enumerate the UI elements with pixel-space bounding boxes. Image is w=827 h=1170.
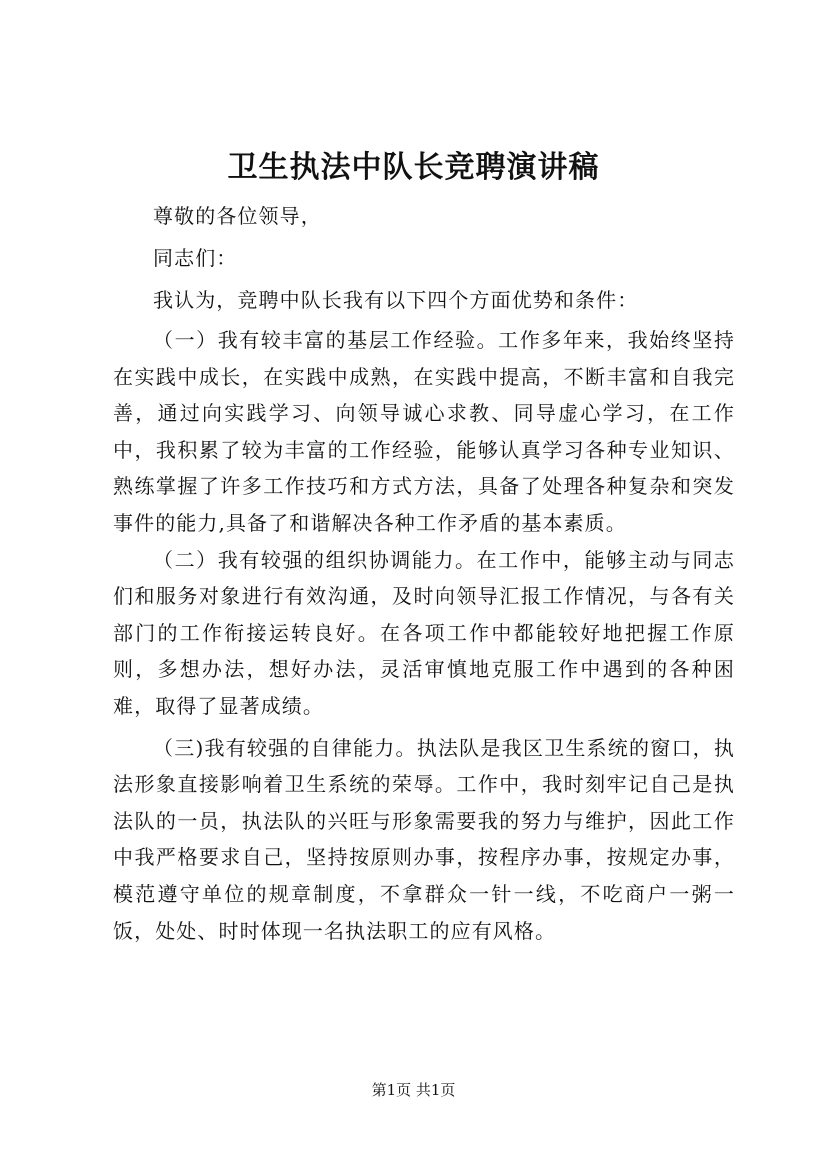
paragraph-coordination: （二）我有较强的组织协调能力。在工作中，能够主动与同志们和服务对象进行有效沟通，及时向领导汇报工作情况，与各有关部门的工作衔接运转良好。在各项工作中都能较好地把握工作原则，多想办法，想好办法，灵活审慎地克服工作中遇到的各种困难，取得了显著成绩。 [113,547,735,718]
salutation-comrades: 同志们： [153,246,238,270]
page-number-footer: 第1页 共1页 [371,1081,456,1099]
intro-paragraph: 我认为，竞聘中队长我有以下四个方面优势和条件： [153,288,639,312]
paragraph-self-discipline: （三)我有较强的自律能力。执法队是我区卫生系统的窗口，执法形象直接影响着卫生系统的荣辱。工作中，我时刻牢记自己是执法队的一员，执法队的兴旺与形象需要我的努力与维护，因此工作中我严格要求自己，坚持按原则办事，按程序办事，按规定办事，模范遵守单位的规章制度，不拿群众一针一线，不吃商户一粥一饭，处处、时时体现一名执法职工的应有风格。 [113,735,735,943]
document-body [113,196,735,949]
paragraph-experience: （一）我有较丰富的基层工作经验。工作多年来，我始终坚持在实践中成长，在实践中成熟，在实践中提高，不断丰富和自我完善，通过向实践学习、向领导诚心求教、同导虚心学习，在工作中，我积累了较为丰富的工作经验，能够认真学习各种专业知识、熟练掌握了许多工作技巧和方式方法，具备了处理各种复杂和突发事件的能力,具备了和谐解决各种工作矛盾的基本素质。 [113,328,735,535]
salutation-leaders: 尊敬的各位领导， [153,204,322,228]
document-title: 卫生执法中队长竞聘演讲稿 [227,150,600,185]
